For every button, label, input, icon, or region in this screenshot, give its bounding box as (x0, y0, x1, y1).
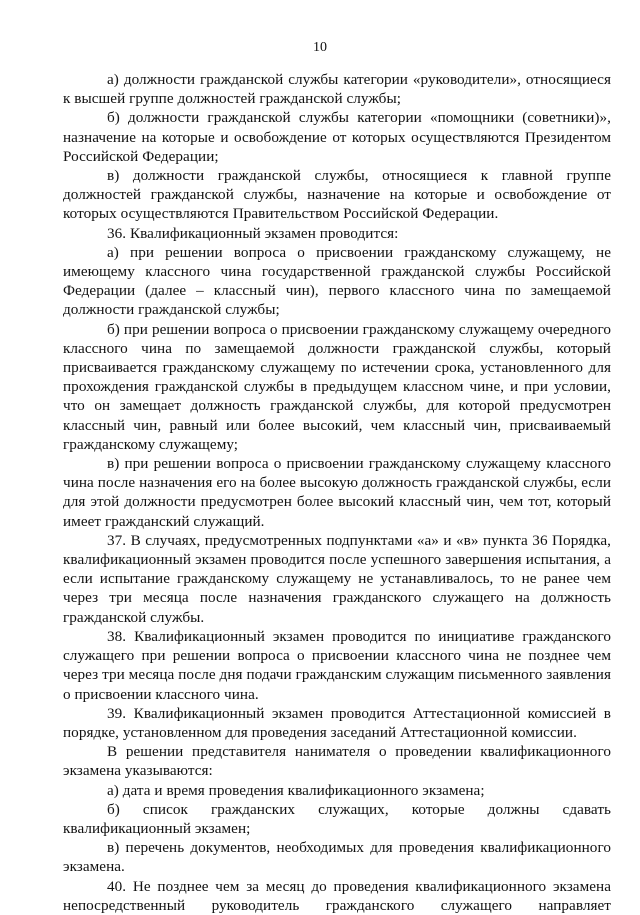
paragraph: б) при решении вопроса о присвоении гражданскому служащему очередного классного чина по замещаемой должности гражданской службы, который присваивается гражданскому служащему по истечении срока, установленного для прохождения гражданской службы в предыдущем классном чине, и при условии, что он замещает должность гражданской службы, для которой предусмотрен классный чин, равный или более высокий, чем классный чин, присваиваемый гражданскому служащему; (63, 320, 611, 453)
document-body (63, 70, 611, 915)
paragraph: 38. Квалификационный экзамен проводится по инициативе гражданского служащего при решении вопроса о присвоении классного чина не позднее чем через три месяца после дня подачи гражданским служащим письменного заявления о присвоении классного чина. (63, 627, 611, 703)
paragraph: 37. В случаях, предусмотренных подпунктами «а» и «в» пункта 36 Порядка, квалификационный экзамен проводится после успешного завершения испытания, а если испытание гражданскому служащему не устанавливалось, то не ранее чем через три месяца после назначения гражданского служащего на должность гражданской службы. (63, 531, 611, 626)
paragraph: б) должности гражданской службы категории «помощники (советники)», назначение на которые и освобождение от которых осуществляются Президентом Российской Федерации; (63, 109, 611, 165)
paragraph: а) при решении вопроса о присвоении гражданскому служащему, не имеющему классного чина государственной гражданской службы Российской Федерации (далее – классный чин), первого классного чина по замещаемой должности гражданской службы; (63, 243, 611, 319)
paragraph: 40. Не позднее чем за месяц до проведения квалификационного экзамена непосредственный руководитель гражданского служащего направляет (63, 877, 611, 914)
paragraph: в) должности гражданской службы, относящиеся к главной группе должностей гражданской службы, назначение на которые и освобождение от которых осуществляются Правительством Российской Федерации. (63, 167, 611, 223)
page-number: 10 (313, 40, 327, 55)
paragraph: 39. Квалификационный экзамен проводится Аттестационной комиссией в порядке, установленном для проведения заседаний Аттестационной комиссии. (63, 704, 611, 741)
paragraph: в) при решении вопроса о присвоении гражданскому служащему классного чина после назначения его на более высокую должность гражданской службы, если для этой должности предусмотрен более высокий классный чин, чем тот, который имеет гражданский служащий. (63, 455, 611, 530)
paragraph: В решении представителя нанимателя о проведении квалификационного экзамена указываются: (63, 743, 611, 780)
paragraph: 36. Квалификационный экзамен проводится: (107, 224, 399, 242)
paragraph: а) должности гражданской службы категории «руководители», относящиеся к высшей группе должностей гражданской службы; (63, 71, 611, 108)
paragraph: а) дата и время проведения квалификационного экзамена; (107, 781, 485, 799)
paragraph: б) список гражданских служащих, которые должны сдавать квалификационный экзамен; (63, 800, 611, 837)
paragraph: в) перечень документов, необходимых для проведения квалификационного экзамена. (63, 839, 611, 876)
